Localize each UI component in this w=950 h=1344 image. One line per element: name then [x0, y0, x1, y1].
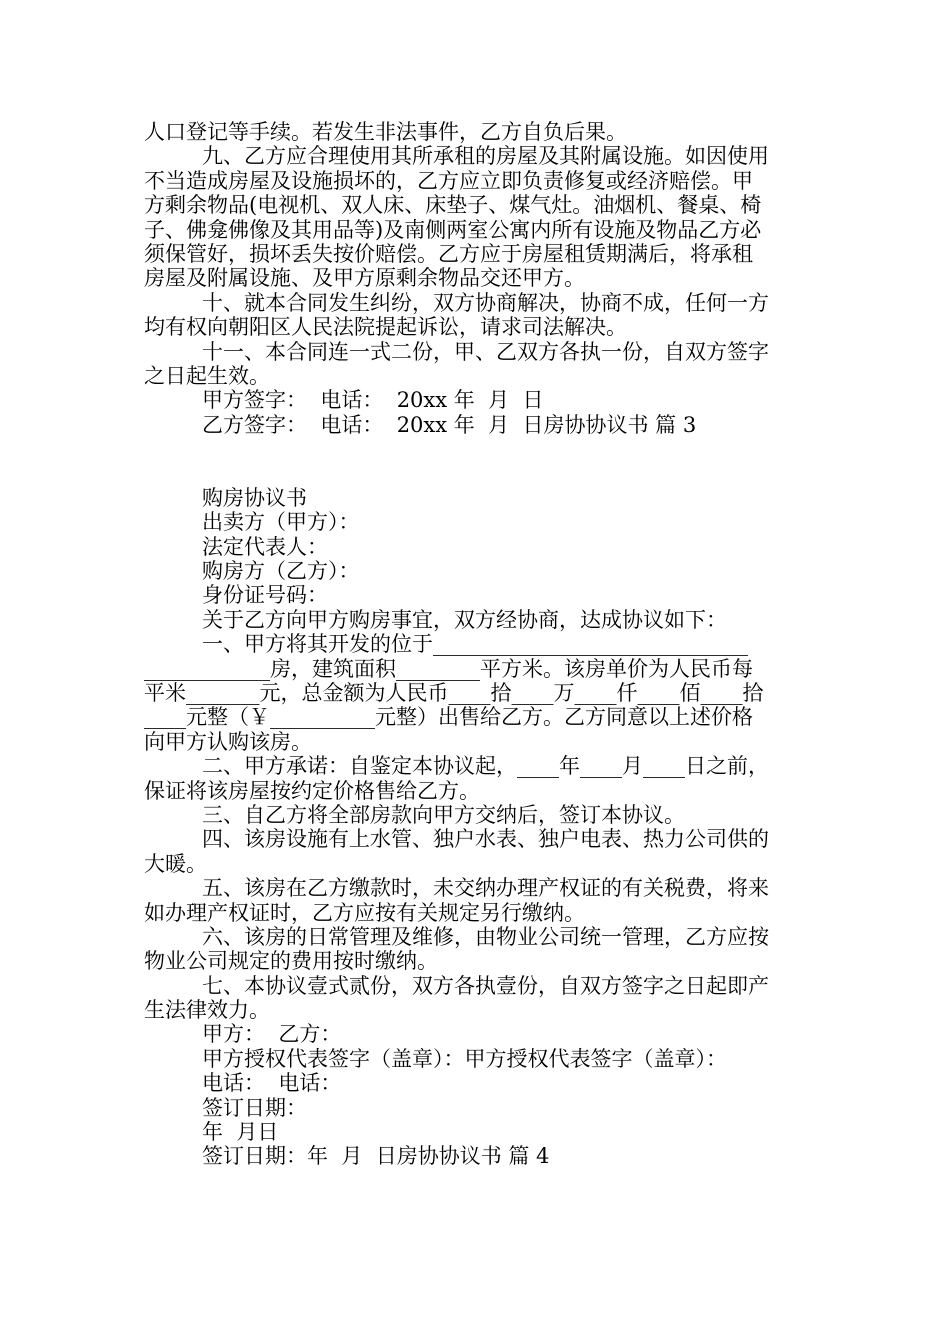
document-line: 十、就本合同发生纠纷，双方协商解决，协商不成，任何一方: [202, 290, 769, 315]
document-line: 乙方签字： 电话： 20xx 年 月 日房协协议书 篇 3: [202, 412, 697, 437]
document-line: 子、佛龛佛像及其用品等)及南侧两室公寓内所有设施及物品乙方必: [144, 217, 762, 242]
document-line: 甲方： 乙方：: [202, 1022, 342, 1047]
document-line: 平米_______元，总金额为人民币____拾____万____仟____佰____拾: [144, 681, 764, 705]
document-line: 二、甲方承诺：自鉴定本协议起，____年____月____日之前，: [202, 754, 769, 779]
document-line: 均有权向朝阳区人民法院提起诉讼，请求司法解决。: [144, 315, 627, 340]
document-line: 不当造成房屋及设施损坏的，乙方应立即负责修复或经济赔偿。甲: [144, 168, 753, 193]
document-line: 身份证号码：: [202, 583, 328, 608]
document-line: 九、乙方应合理使用其所承租的房屋及其附属设施。如因使用: [202, 144, 769, 169]
document-line: 生法律效力。: [144, 998, 270, 1023]
document-line: 须保管好，损坏丢失按价赔偿。乙方应于房屋租赁期满后，将承租: [144, 241, 753, 266]
document-line: 关于乙方向甲方购房事宜，双方经协商，达成协议如下：: [202, 607, 727, 632]
document-line: 法定代表人：: [202, 534, 328, 559]
document-line: 电话： 电话：: [202, 1071, 342, 1096]
document-line: 四、该房设施有上水管、独户水表、独户电表、热力公司供的: [202, 827, 769, 852]
document-line: 人口登记等手续。若发生非法事件，乙方自负后果。: [144, 120, 627, 144]
document-line: ____元整（￥__________元整）出售给乙方。乙方同意以上述价格: [144, 705, 753, 730]
document-line: 甲方签字： 电话： 20xx 年 月 日: [202, 388, 544, 413]
document-line: 保证将该房屋按约定价格售给乙方。: [144, 778, 480, 803]
document-line: 向甲方认购该房。: [144, 729, 312, 754]
document-line: 之日起生效。: [144, 363, 270, 388]
document-line: 签订日期：年 月 日房协协议书 篇 4: [202, 1144, 550, 1169]
document-line: 方剩余物品(电视机、双人床、床垫子、煤气灶。油烟机、餐桌、椅: [144, 193, 762, 218]
document-line: 年 月日: [202, 1120, 279, 1145]
document-line: 如办理产权证时，乙方应按有关规定另行缴纳。: [144, 900, 585, 925]
document-line: 七、本协议壹式贰份，双方各执壹份，自双方签字之日起即产: [202, 973, 769, 998]
document-line: 一、甲方将其开发的位于______________________________: [202, 632, 748, 657]
document-line: 五、该房在乙方缴款时，未交纳办理产权证的有关税费，将来: [202, 876, 769, 901]
document-line: 大暖。: [144, 851, 207, 876]
document-line: 房屋及附属设施、及甲方原剩余物品交还甲方。: [144, 266, 585, 291]
document-line: 三、自乙方将全部房款向甲方交纳后，签订本协议。: [202, 802, 685, 827]
document-line: 购房协议书: [202, 485, 307, 510]
document-line: 购房方（乙方）：: [202, 559, 360, 584]
document-line: ____________房，建筑面积________平方米。该房单价为人民币每: [144, 656, 753, 681]
document-line: 十一、本合同连一式二份，甲、乙双方各执一份，自双方签字: [202, 339, 769, 364]
document-line: 签订日期：: [202, 1095, 307, 1120]
document-page: [144, 120, 808, 1169]
document-line: 六、该房的日常管理及维修，由物业公司统一管理，乙方应按: [202, 924, 769, 949]
document-line: 出卖方（甲方）：: [202, 510, 360, 535]
document-line: 甲方授权代表签字（盖章）：甲方授权代表签字（盖章）：: [202, 1046, 727, 1071]
blank-gap: [144, 437, 808, 486]
document-line: 物业公司规定的费用按时缴纳。: [144, 949, 438, 974]
